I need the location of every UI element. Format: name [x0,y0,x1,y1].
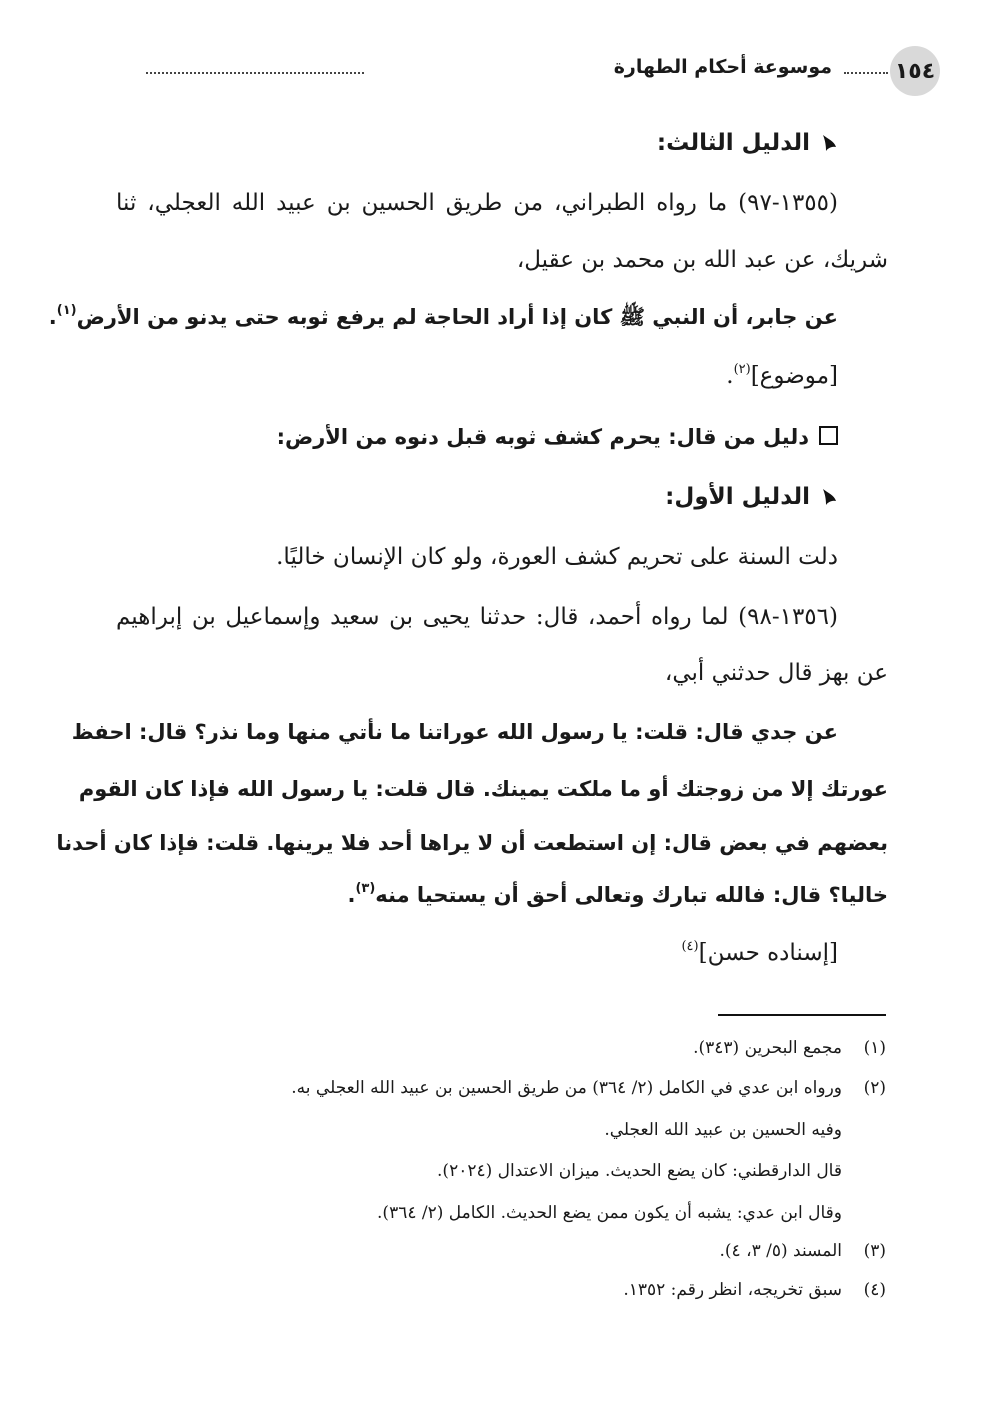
hadith-1 [48,300,838,334]
footnote-3-text: المسند (٥/ ٣، ٤). [719,1241,842,1261]
footnote-1 [130,1035,886,1061]
paragraph-1-line-1: (١٣٥٥-٩٧) ما رواه الطبراني، من طريق الحسين بن عبيد الله العجلي، ثنا [116,190,838,216]
footnote-1-number: (١) [863,1038,886,1058]
book-title: موسوعة أحكام الطهارة [613,56,832,78]
footnote-separator [718,1014,886,1016]
heading-first-text: الدليل الأول: [665,484,810,510]
square-icon [819,426,838,445]
grade-1-period: . [726,363,734,389]
hadith-2-period: . [347,883,356,907]
footnote-4-text: سبق تخريجه، انظر رقم: ١٣٥٢. [623,1280,842,1300]
hadith-2-line-3: بعضهم في بعض قال: إن استطعت أن لا يراها أحد فلا يرينها. قلت: فإذا كان أحدنا [56,831,888,855]
grade-2 [116,936,838,970]
paragraph-3-line-1: (١٣٥٦-٩٨) لما رواه أحمد، قال: حدثنا يحيى بن سعيد وإسماعيل بن إبراهيم [116,604,838,630]
footnote-2-number: (٢) [863,1078,886,1098]
heading-third-evidence [116,126,838,160]
grade-1 [116,359,838,393]
hadith-1-text: عن جابر، أن النبي ﷺ كان إذا أراد الحاجة لم يرفع ثوبه حتى يدنو من الأرض [76,305,838,329]
pen-nib-icon [820,487,838,507]
hadith-2-line-4-text: خاليا؟ قال: فالله تبارك وتعالى أحق أن يستحيا منه [375,883,888,907]
heading-first-evidence [116,480,838,514]
grade-1-text: [موضوع] [750,363,838,389]
footnote-4 [130,1277,886,1303]
footnote-1-text: مجمع البحرين (٣٤٣). [693,1038,842,1058]
grade-2-text: [إسناده حسن] [698,940,838,966]
page-number: ١٥٤ [890,46,940,96]
header-dotted-rule-left [146,72,364,74]
page-header [146,46,936,96]
footnote-2-line-3: قال الدارقطني: كان يضع الحديث. ميزان الاعتدال (٢٠٢٤). [437,1161,842,1181]
footnote-2 [130,1075,886,1101]
footnote-2-line-4: وقال ابن عدي: يشبه أن يكون ممن يضع الحديث. الكامل (٢/ ٣٦٤). [377,1203,842,1223]
footnote-ref-4[interactable]: (٤) [681,939,699,954]
section-heading-text: دليل من قال: يحرم كشف ثوبه قبل دنوه من الأرض: [276,425,809,449]
pen-nib-icon [820,133,838,153]
hadith-2-line-2: عورتك إلا من زوجتك أو ما ملكت يمينك. قال قلت: يا رسول الله فإذا كان القوم [78,777,888,801]
paragraph-2: دلت السنة على تحريم كشف العورة، ولو كان الإنسان خاليًا. [276,544,838,570]
footnote-3 [130,1238,886,1264]
hadith-2-line-1: عن جدي قال: قلت: يا رسول الله عوراتنا ما نأتي منها وما نذر؟ قال: احفظ [71,720,838,744]
footnote-2-line-2: وفيه الحسين بن عبيد الله العجلي. [604,1120,842,1140]
paragraph-1-line-2: شريك، عن عبد الله بن محمد بن عقيل، [516,247,888,273]
paragraph-3-line-2: عن بهز قال حدثني أبي، [664,660,888,686]
footnote-ref-2[interactable]: (٢) [733,362,751,377]
footnote-2-line-1: ورواه ابن عدي في الكامل (٢/ ٣٦٤) من طريق الحسين بن عبيد الله العجلي به. [291,1078,842,1098]
footnote-4-number: (٤) [863,1280,886,1300]
section-heading [116,420,838,454]
hadith-2-line-4 [116,878,888,912]
heading-third-text: الدليل الثالث: [656,130,810,156]
footnote-3-number: (٣) [863,1241,886,1261]
header-dotted-rule-right [844,72,888,74]
hadith-1-period: . [48,305,57,329]
footnote-ref-3[interactable]: (٣) [355,881,376,896]
footnote-ref-1[interactable]: (١) [56,303,77,318]
